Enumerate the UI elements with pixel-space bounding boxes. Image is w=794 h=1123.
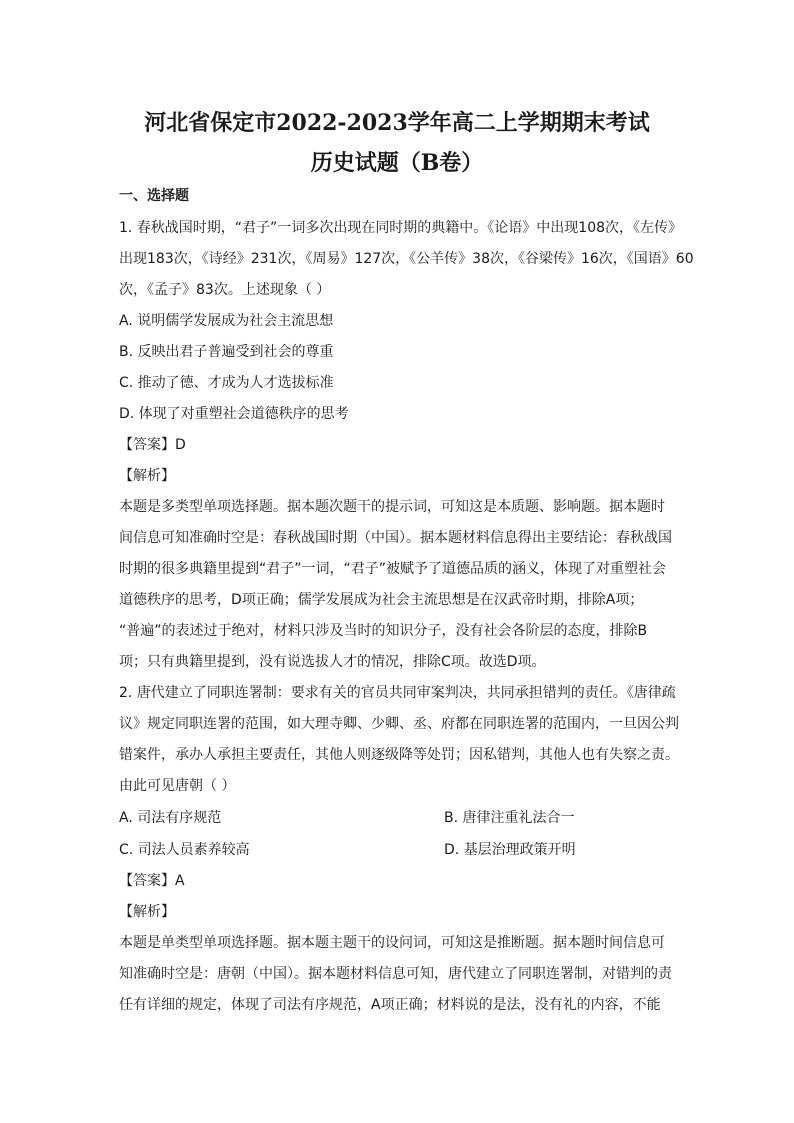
q1-option-d: D. 体现了对重塑社会道德秩序的思考 — [119, 406, 349, 422]
exam-subtitle: 历史试题（B卷） — [310, 150, 484, 176]
exam-title: 河北省保定市2022-2023学年高二上学期期末考试 — [144, 110, 650, 136]
q1-answer: 【答案】D — [119, 437, 186, 453]
q2-answer: 【答案】A — [119, 873, 185, 889]
q1-analysis-line: 间信息可知准确时空是：春秋战国时期（中国）。据本题材料信息得出主要结论：春秋战国 — [119, 530, 672, 546]
q1-analysis-line: 项；只有典籍里提到，没有说选拔人才的情况，排除C项。故选D项。 — [119, 654, 546, 670]
q2-analysis-line: 知准确时空是：唐朝（中国）。据本题材料信息可知，唐代建立了同职连署制，对错判的责 — [119, 966, 672, 982]
q1-option-a: A. 说明儒学发展成为社会主流思想 — [119, 313, 334, 329]
q2-option-d: D. 基层治理政策开明 — [444, 842, 576, 858]
q2-option-a: A. 司法有序规范 — [119, 810, 222, 826]
q1-stem-line: 次，《孟子》83次。上述现象（ ） — [119, 282, 331, 298]
q2-stem-line: 错案件，承办人承担主要责任，其他人则逐级降等处罚；因私错判，其他人也有失察之责。 — [119, 747, 679, 763]
q1-option-c: C. 推动了德、才成为人才选拔标准 — [119, 375, 334, 391]
q1-option-b: B. 反映出君子普遍受到社会的尊重 — [119, 344, 334, 360]
q2-stem-line: 议》规定同职连署的范围，如大理寺卿、少卿、丞、府都在同职连署的范围内，一旦因公判 — [119, 716, 679, 732]
q2-stem-line: 2. 唐代建立了同职连署制：要求有关的官员共同审案判决，共同承担错判的责任。《唐律疏 — [119, 685, 676, 701]
q2-stem-line: 由此可见唐朝（ ） — [119, 778, 236, 794]
q1-stem-line: 1. 春秋战国时期，“君子”一词多次出现在同时期的典籍中。《论语》中出现108次，《左传》 — [119, 220, 683, 236]
q1-analysis-line: “普遍”的表述过于绝对，材料只涉及当时的知识分子，没有社会各阶层的态度，排除B — [119, 623, 648, 639]
q1-analysis-line: 道德秩序的思考，D项正确；儒学发展成为社会主流思想是在汉武帝时期，排除A项； — [119, 592, 644, 608]
q1-analysis-line: 本题是多类型单项选择题。据本题次题干的提示词，可知这是本质题、影响题。据本题时 — [119, 499, 665, 515]
q1-stem-line: 出现183次，《诗经》231次，《周易》127次，《公羊传》38次，《谷梁传》16次，《国语》60 — [119, 251, 694, 267]
q2-analysis-line: 本题是单类型单项选择题。据本题主题干的设问词，可知这是推断题。据本题时间信息可 — [119, 935, 665, 951]
q1-analysis-line: 时期的很多典籍里提到“君子”一词，“君子”被赋予了道德品质的涵义，体现了对重塑社会 — [119, 561, 667, 577]
section-heading: 一、选择题 — [119, 188, 189, 204]
q2-option-c: C. 司法人员素养较高 — [119, 842, 250, 858]
q2-analysis-label: 【解析】 — [119, 904, 175, 920]
q2-option-b: B. 唐律注重礼法合一 — [444, 810, 575, 826]
q2-analysis-line: 任有详细的规定，体现了司法有序规范，A项正确；材料说的是法，没有礼的内容，不能 — [119, 997, 661, 1013]
q1-analysis-label: 【解析】 — [119, 468, 175, 484]
